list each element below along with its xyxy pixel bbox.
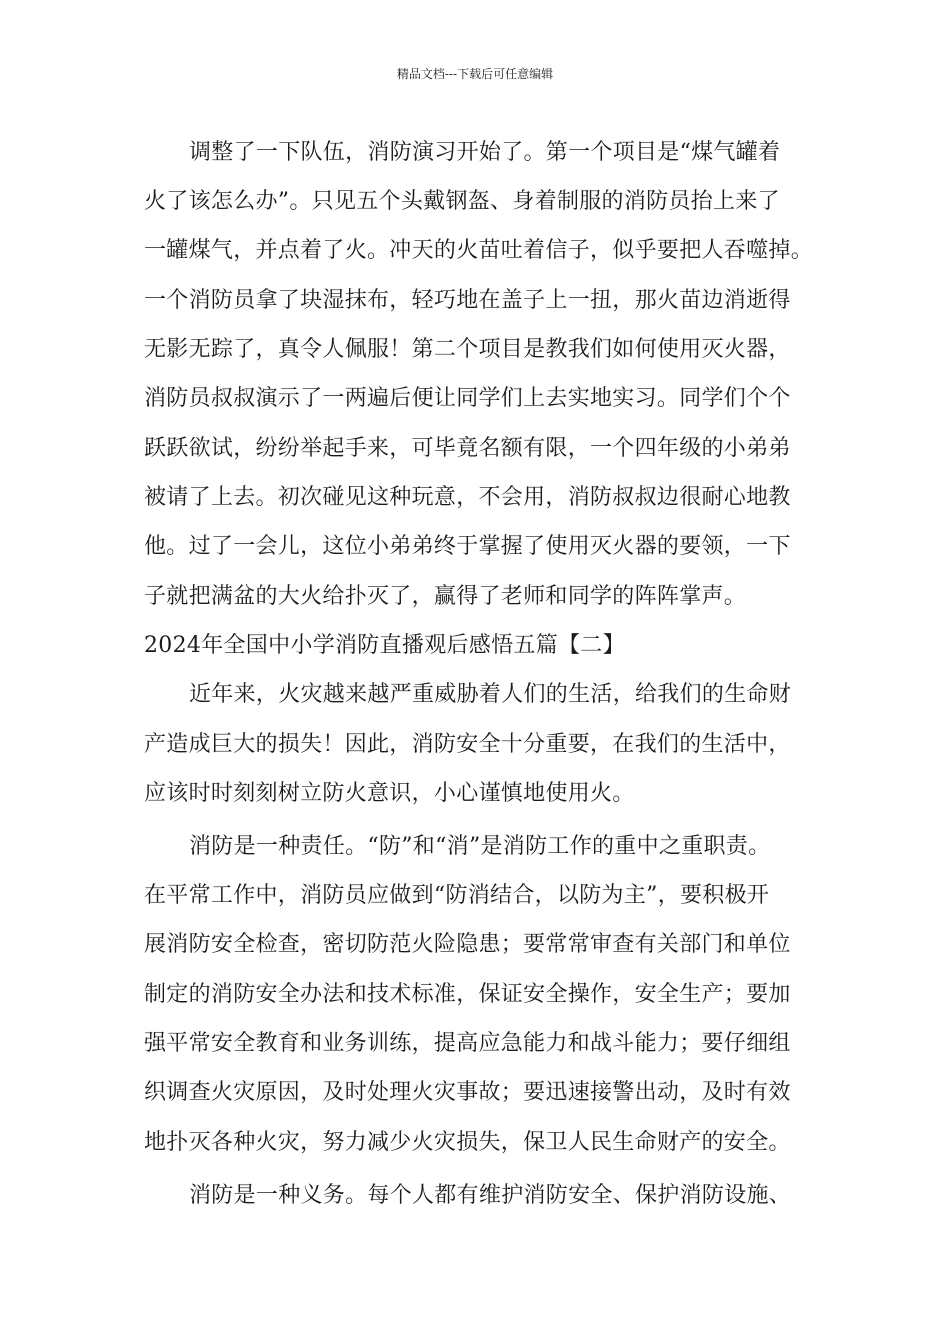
paragraph-line: 调整了一下队伍，消防演习开始了。第一个项目是“煤气罐着 <box>189 140 781 165</box>
paragraph-line: 无影无踪了，真令人佩服！第二个项目是教我们如何使用灭火器， <box>144 337 791 362</box>
paragraph-line: 地扑灭各种火灾，努力减少火灾损失，保卫人民生命财产的安全。 <box>144 1130 791 1155</box>
paragraph-line: 织调查火灾原因，及时处理火灾事故；要迅速接警出动，及时有效 <box>144 1080 791 1105</box>
paragraph-line: 跃跃欲试，纷纷举起手来，可毕竟名额有限，一个四年级的小弟弟 <box>144 436 791 461</box>
paragraph-line: 消防是一种责任。“防”和“消”是消防工作的重中之重职责。 <box>189 834 771 859</box>
paragraph-line: 他。过了一会儿，这位小弟弟终于掌握了使用灭火器的要领，一下 <box>144 534 791 559</box>
paragraph-line: 产造成巨大的损失！因此，消防安全十分重要，在我们的生活中， <box>144 732 791 757</box>
paragraph-line: 消防是一种义务。每个人都有维护消防安全、保护消防设施、 <box>189 1183 792 1208</box>
paragraph-line: 展消防安全检查，密切防范火险隐患；要常常审查有关部门和单位 <box>144 932 791 957</box>
paragraph-line: 应该时时刻刻树立防火意识，小心谨慎地使用火。 <box>144 781 635 806</box>
paragraph-line: 一罐煤气，并点着了火。冲天的火苗吐着信子，似乎要把人吞噬掉。 <box>144 238 814 263</box>
paragraph-line: 一个消防员拿了块湿抹布，轻巧地在盖子上一扭，那火苗边消逝得 <box>144 288 791 313</box>
page-header: 精品文档---下载后可任意编辑 <box>396 67 554 81</box>
paragraph-line: 强平常安全教育和业务训练，提高应急能力和战斗能力；要仔细组 <box>144 1031 791 1056</box>
paragraph-line: 火了该怎么办”。只见五个头戴钢盔、身着制服的消防员抬上来了 <box>144 189 780 214</box>
paragraph-line: 在平常工作中，消防员应做到“防消结合，以防为主”，要积极开 <box>144 883 770 908</box>
paragraph-line: 制定的消防安全办法和技术标准，保证安全操作，安全生产；要加 <box>144 982 791 1007</box>
paragraph-line: 近年来，火灾越来越严重威胁着人们的生活，给我们的生命财 <box>189 682 792 707</box>
section-heading: 2024年全国中小学消防直播观后感悟五篇【二】 <box>144 633 625 658</box>
paragraph-line: 被请了上去。初次碰见这种玩意，不会用，消防叔叔边很耐心地教 <box>144 485 791 510</box>
paragraph-line: 子就把满盆的大火给扑灭了，赢得了老师和同学的阵阵掌声。 <box>144 584 747 609</box>
paragraph-line: 消防员叔叔演示了一两遍后便让同学们上去实地实习。同学们个个 <box>144 386 791 411</box>
